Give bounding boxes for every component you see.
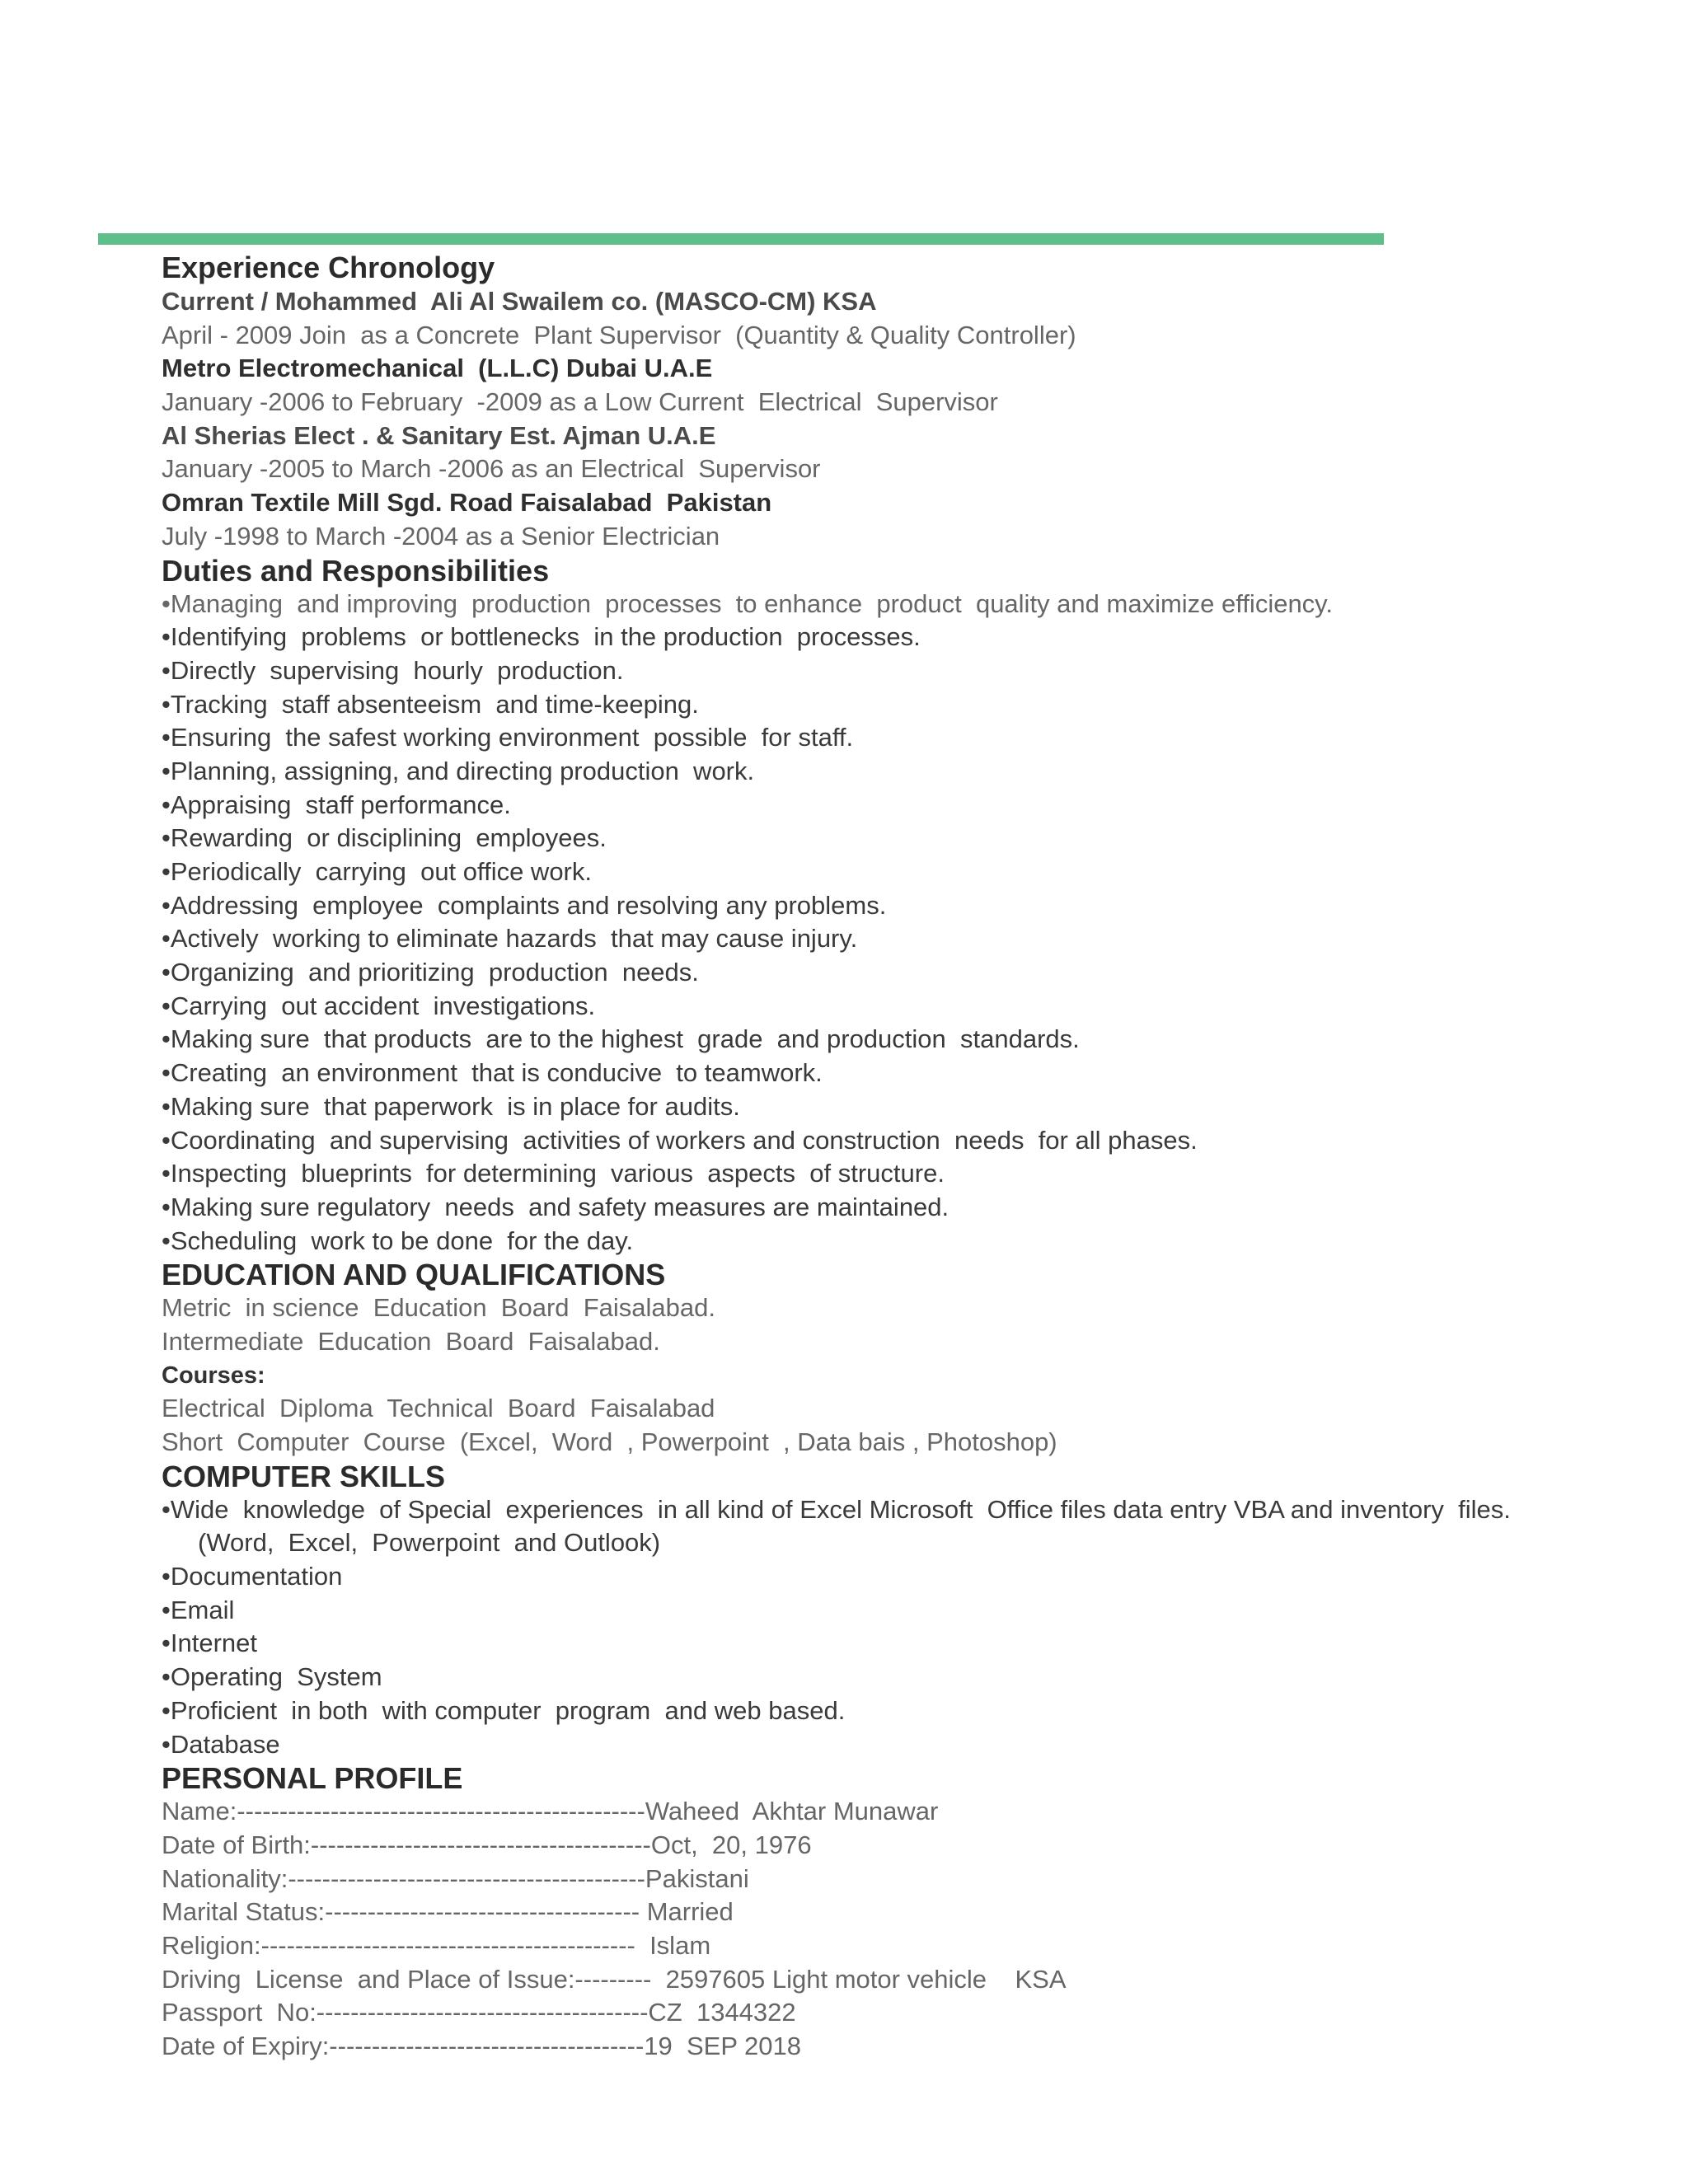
education-item: Metric in science Education Board Faisalabad. — [162, 1293, 716, 1323]
duty-item: • Planning, assigning, and directing production work. — [162, 755, 1645, 789]
profile-row: Name:------------------------------------------------Waheed Akhtar Munawar — [162, 1797, 939, 1826]
profile-row: Religion:-------------------------------------------- Islam — [162, 1930, 711, 1960]
experience-company-1: Current / Mohammed Ali Al Swailem co. (MASCO-CM) KSA — [162, 287, 877, 316]
experience-period-3: January -2005 to March -2006 as an Electrical Supervisor — [162, 454, 821, 484]
duty-item: • Ensuring the safest working environment possible for staff. — [162, 721, 1645, 755]
course-item: Short Computer Course (Excel, Word , Powerpoint , Data bais , Photoshop) — [162, 1427, 1057, 1456]
duty-item: • Carrying out accident investigations. — [162, 990, 1645, 1024]
experience-period-2: January -2006 to February -2009 as a Low Current Electrical Supervisor — [162, 387, 998, 417]
duty-item: • Periodically carrying out office work. — [162, 855, 1645, 889]
skill-item: • Internet — [162, 1627, 1645, 1661]
duty-item: • Addressing employee complaints and resolving any problems. — [162, 889, 1645, 923]
profile-row: Date of Birth:----------------------------------------Oct, 20, 1976 — [162, 1830, 812, 1859]
experience-heading: Experience Chronology — [162, 251, 495, 284]
course-item: Electrical Diploma Technical Board Faisalabad — [162, 1394, 715, 1423]
profile-row: Driving License and Place of Issue:--------- 2597605 Light motor vehicle KSA — [162, 1964, 1067, 1994]
duty-item: • Coordinating and supervising activities of workers and construction needs for all phases. — [162, 1124, 1645, 1158]
duty-item: • Inspecting blueprints for determining various aspects of structure. — [162, 1157, 1645, 1191]
personal-profile-heading: PERSONAL PROFILE — [162, 1761, 463, 1796]
skill-item-continuation: (Word, Excel, Powerpoint and Outlook) — [198, 1528, 661, 1558]
education-item: Intermediate Education Board Faisalabad. — [162, 1326, 660, 1356]
courses-label: Courses: — [162, 1361, 265, 1389]
duties-heading: Duties and Responsibilities — [162, 553, 550, 588]
duty-item: • Making sure regulatory needs and safety measures are maintained. — [162, 1191, 1645, 1225]
computer-skills-heading: COMPUTER SKILLS — [162, 1459, 446, 1493]
skill-item: • Database — [162, 1728, 1645, 1762]
duty-item: • Managing and improving production processes to enhance product quality and maximize efficiency. — [162, 588, 1645, 621]
profile-row: Passport No:---------------------------------------CZ 1344322 — [162, 1998, 796, 2027]
duty-item: • Creating an environment that is conducive to teamwork. — [162, 1057, 1645, 1090]
experience-company-2: Metro Electromechanical (L.L.C) Dubai U.A.E — [162, 354, 713, 383]
experience-company-4: Omran Textile Mill Sgd. Road Faisalabad Pakistan — [162, 488, 772, 518]
duty-item: • Tracking staff absenteeism and time-keeping. — [162, 688, 1645, 722]
duty-item: • Identifying problems or bottlenecks in the production processes. — [162, 621, 1645, 654]
duty-item: • Rewarding or disciplining employees. — [162, 822, 1645, 855]
experience-company-3: Al Sherias Elect . & Sanitary Est. Ajman U.A.E — [162, 420, 716, 450]
duty-item: • Scheduling work to be done for the day. — [162, 1225, 1645, 1258]
accent-bar — [98, 233, 1384, 245]
experience-period-4: July -1998 to March -2004 as a Senior Electrician — [162, 521, 720, 551]
profile-row: Marital Status:------------------------------------- Married — [162, 1897, 734, 1927]
duty-item: • Making sure that products are to the highest grade and production standards. — [162, 1023, 1645, 1057]
education-heading: EDUCATION AND QUALIFICATIONS — [162, 1258, 666, 1292]
experience-period-1: April - 2009 Join as a Concrete Plant Supervisor (Quantity & Quality Controller) — [162, 320, 1076, 349]
skill-item: • Operating System — [162, 1661, 1645, 1694]
skill-item: • Email — [162, 1594, 1645, 1628]
skill-item: • Proficient in both with computer program and web based. — [162, 1694, 1645, 1728]
duty-item: • Making sure that paperwork is in place for audits. — [162, 1090, 1645, 1124]
profile-row: Nationality:------------------------------------------Pakistani — [162, 1863, 749, 1893]
profile-row: Date of Expiry:-------------------------------------19 SEP 2018 — [162, 2032, 802, 2060]
resume-content — [162, 251, 1645, 2064]
duty-item: • Appraising staff performance. — [162, 789, 1645, 823]
duty-item: • Actively working to eliminate hazards that may cause injury. — [162, 922, 1645, 956]
duty-item: • Organizing and prioritizing production needs. — [162, 956, 1645, 990]
skill-item: • Wide knowledge of Special experiences in all kind of Excel Microsoft Office files data entry VBA and inventory files. — [162, 1493, 1645, 1527]
skill-item: • Documentation — [162, 1560, 1645, 1594]
duty-item: • Directly supervising hourly production. — [162, 654, 1645, 688]
